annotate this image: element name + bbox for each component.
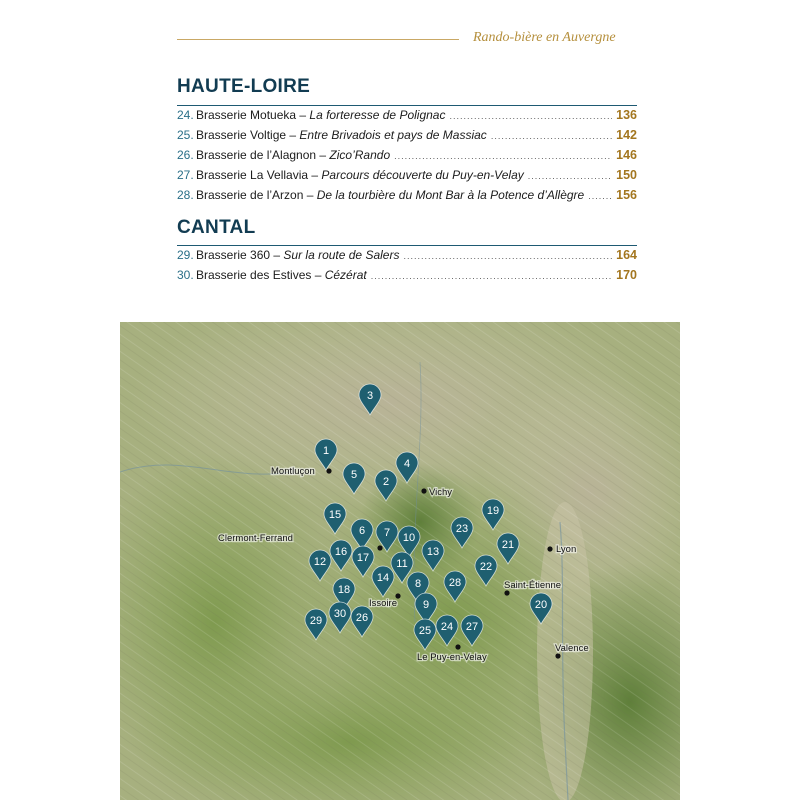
toc-entry[interactable]: [177, 188, 637, 208]
city-dot: [455, 644, 460, 649]
entry-page: 156: [616, 188, 637, 202]
entry-number: 26.: [177, 148, 194, 162]
entry-route: Zico’Rando: [329, 148, 391, 162]
toc-entry[interactable]: [177, 248, 637, 268]
marker-number: 26: [355, 612, 369, 624]
entry-route: La forteresse de Polignac: [309, 108, 446, 122]
entry-title: [196, 148, 390, 162]
entry-page: 164: [616, 248, 637, 262]
city-dot: [547, 546, 552, 551]
leader-dots: [588, 191, 612, 201]
marker-number: 21: [501, 539, 515, 551]
marker-number: 25: [418, 625, 432, 637]
marker-number: 12: [313, 556, 327, 568]
entry-title: [196, 248, 399, 262]
entry-route: Sur la route de Salers: [283, 248, 400, 262]
entry-page: 170: [616, 268, 637, 282]
entry-title: [196, 108, 445, 122]
marker-number: 19: [486, 505, 500, 517]
marker-number: 10: [402, 532, 416, 544]
city-dot: [504, 590, 509, 595]
marker-number: 28: [448, 577, 462, 589]
header-rule: [177, 39, 459, 40]
entry-title: [196, 188, 584, 202]
city-dot: [555, 653, 560, 658]
leader-dots: [491, 131, 612, 141]
leader-dots: [371, 271, 612, 281]
entry-number: 30.: [177, 268, 194, 282]
marker-number: 9: [422, 599, 430, 611]
marker-number: 6: [358, 525, 366, 537]
toc-entry[interactable]: [177, 108, 637, 128]
entry-brewery: Brasserie de l’Arzon –: [196, 188, 317, 202]
marker-number: 3: [366, 390, 374, 402]
leader-dots: [528, 171, 612, 181]
marker-number: 29: [309, 615, 323, 627]
marker-number: 16: [334, 546, 348, 558]
city-label: Valence: [555, 643, 589, 654]
marker-number: 11: [396, 558, 408, 570]
leader-dots: [403, 251, 612, 261]
section-title-cantal: CANTAL: [177, 217, 256, 238]
marker-number: 13: [426, 546, 440, 558]
marker-number: 14: [376, 572, 390, 584]
entry-title: [196, 128, 487, 142]
city-label: Clermont-Ferrand: [218, 533, 293, 544]
city-dot: [377, 545, 382, 550]
marker-number: 17: [356, 552, 370, 564]
marker-number: 8: [414, 578, 422, 590]
entry-title: [196, 268, 367, 282]
entry-number: 27.: [177, 168, 194, 182]
entry-page: 150: [616, 168, 637, 182]
section-rule: [177, 245, 637, 246]
toc-entry[interactable]: [177, 268, 637, 288]
city-label: Vichy: [429, 487, 453, 498]
marker-number: 5: [350, 469, 358, 481]
marker-number: 27: [465, 621, 479, 633]
entry-brewery: Brasserie La Vellavia –: [196, 168, 322, 182]
marker-number: 15: [328, 509, 342, 521]
city-dot: [421, 488, 426, 493]
running-head: Rando-bière en Auvergne: [473, 30, 616, 45]
leader-dots: [394, 151, 612, 161]
marker-number: 7: [383, 527, 391, 539]
toc-entry[interactable]: [177, 128, 637, 148]
city-dot: [326, 468, 331, 473]
city-label: Le Puy-en-Velay: [417, 652, 487, 663]
marker-number: 20: [534, 599, 548, 611]
entry-number: 25.: [177, 128, 194, 142]
leader-dots: [449, 111, 612, 121]
city-label: Lyon: [556, 544, 577, 555]
marker-number: 22: [479, 561, 493, 573]
entry-brewery: Brasserie des Estives –: [196, 268, 325, 282]
entry-page: 142: [616, 128, 637, 142]
marker-number: 4: [403, 458, 411, 470]
toc-entry[interactable]: [177, 168, 637, 188]
entry-route: Cézérat: [324, 268, 367, 282]
entry-page: 136: [616, 108, 637, 122]
city-label: Montluçon: [271, 466, 315, 477]
city-label: Saint-Étienne: [504, 580, 562, 591]
entry-route: De la tourbière du Mont Bar à la Potence d’Allègre: [316, 188, 585, 202]
entry-title: [196, 168, 524, 182]
marker-number: 1: [322, 445, 330, 457]
marker-number: 30: [333, 608, 347, 620]
entry-number: 29.: [177, 248, 194, 262]
entry-route: Entre Brivadois et pays de Massiac: [299, 128, 487, 142]
marker-number: 24: [440, 621, 454, 633]
map-canvas: [120, 322, 680, 800]
entry-brewery: Brasserie 360 –: [196, 248, 284, 262]
entry-route: Parcours découverte du Puy-en-Velay: [321, 168, 524, 182]
relief-map: [120, 322, 680, 800]
entry-page: 146: [616, 148, 637, 162]
entry-brewery: Brasserie Motueka –: [196, 108, 310, 122]
toc-entry[interactable]: [177, 148, 637, 168]
section-title-haute-loire: HAUTE-LOIRE: [177, 76, 311, 97]
entry-brewery: Brasserie Voltige –: [196, 128, 300, 142]
entry-number: 24.: [177, 108, 194, 122]
marker-number: 2: [382, 476, 390, 488]
marker-number: 18: [337, 584, 351, 596]
entry-number: 28.: [177, 188, 194, 202]
entry-brewery: Brasserie de l’Alagnon –: [196, 148, 330, 162]
section-rule: [177, 105, 637, 106]
marker-number: 23: [455, 523, 469, 535]
city-label: Issoire: [369, 598, 397, 609]
